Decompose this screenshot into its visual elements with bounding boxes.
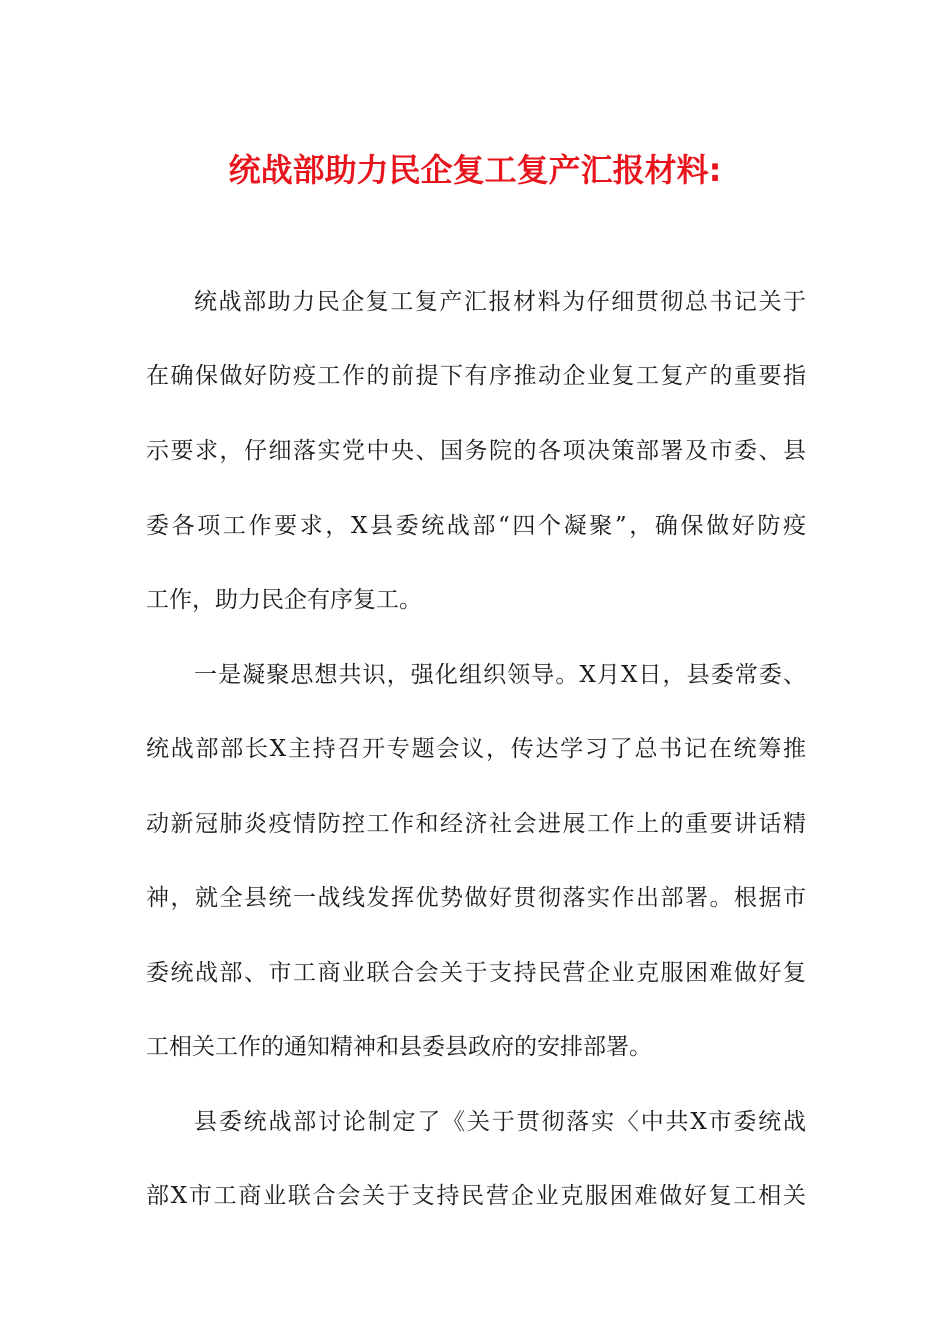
paragraph-line: 在确保做好防疫工作的前提下有序推动企业复工复产的重要指 bbox=[146, 363, 806, 389]
paragraph-line: 统战部助力民企复工复产汇报材料为仔细贯彻总书记关于 bbox=[194, 289, 806, 315]
paragraph-line: 一是凝聚思想共识，强化组织领导。X月X日，县委常委、 bbox=[194, 662, 806, 688]
paragraph-line: 委各项工作要求，X县委统战部“四个凝聚”，确保做好防疫 bbox=[146, 513, 806, 539]
paragraph-line: 示要求，仔细落实党中央、国务院的各项决策部署及市委、县 bbox=[146, 438, 806, 464]
paragraph-line: 工相关工作的通知精神和县委县政府的安排部署。 bbox=[146, 1034, 652, 1060]
paragraph-line: 动新冠肺炎疫情防控工作和经济社会进展工作上的重要讲话精 bbox=[146, 811, 806, 837]
paragraph-line: 委统战部、市工商业联合会关于支持民营企业克服困难做好复 bbox=[146, 960, 806, 986]
document-title: 统战部助力民企复工复产汇报材料: bbox=[228, 151, 722, 189]
paragraph-line: 县委统战部讨论制定了《关于贯彻落实〈中共X市委统战 bbox=[194, 1109, 806, 1135]
paragraph-line: 部X市工商业联合会关于支持民营企业克服困难做好复工相关 bbox=[146, 1183, 806, 1209]
paragraph-line: 工作，助力民企有序复工。 bbox=[146, 587, 422, 613]
paragraph-line: 神，就全县统一战线发挥优势做好贯彻落实作出部署。根据市 bbox=[146, 885, 806, 911]
paragraph-line: 统战部部长X主持召开专题会议，传达学习了总书记在统筹推 bbox=[146, 736, 806, 762]
